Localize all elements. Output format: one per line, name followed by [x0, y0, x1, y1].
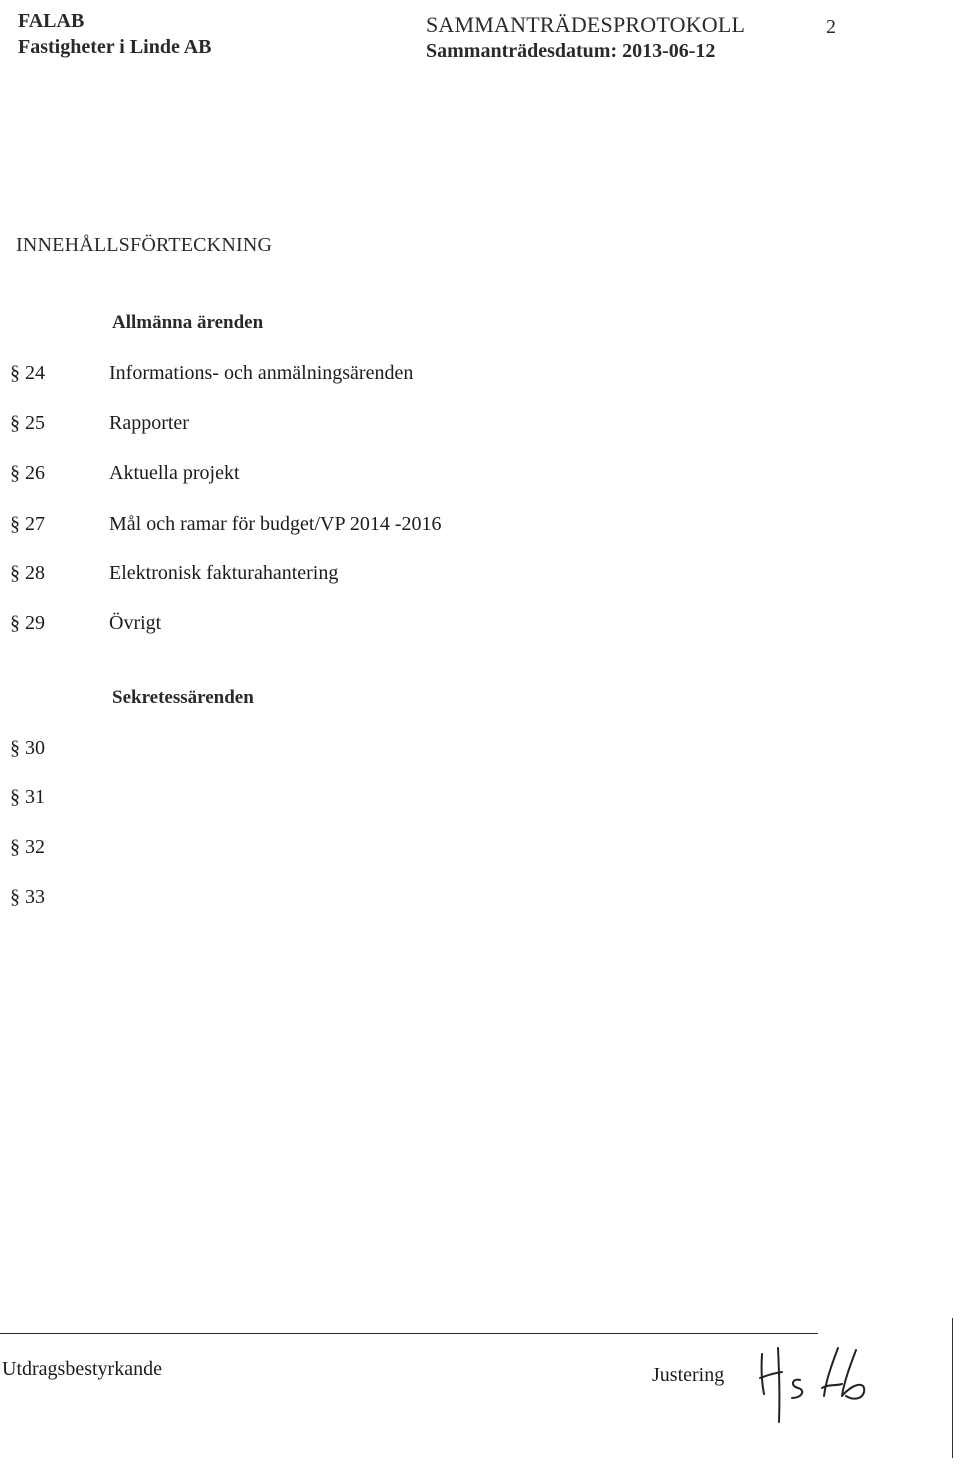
- item-title: Övrigt: [109, 612, 162, 634]
- signature-icon: [752, 1340, 882, 1426]
- page-number: 2: [826, 16, 836, 38]
- paragraph-number: § 31: [10, 786, 45, 808]
- paragraph-number: § 32: [10, 836, 45, 858]
- paragraph-number: § 25: [10, 412, 45, 434]
- paragraph-number: § 24: [10, 362, 45, 384]
- paragraph-number: § 30: [10, 737, 45, 759]
- section-heading-general: Allmänna ärenden: [112, 312, 264, 333]
- organization-short-name: FALAB: [18, 10, 85, 32]
- toc-title: INNEHÅLLSFÖRTECKNING: [16, 234, 273, 256]
- footer-divider: [0, 1333, 818, 1334]
- meeting-date: Sammanträdesdatum: 2013-06-12: [426, 40, 716, 62]
- certification-label: Utdragsbestyrkande: [2, 1358, 162, 1380]
- paragraph-number: § 28: [10, 562, 45, 584]
- paragraph-number: § 29: [10, 612, 45, 634]
- adjustment-label: Justering: [652, 1364, 725, 1386]
- item-title: Elektronisk fakturahantering: [109, 562, 339, 584]
- section-heading-confidential: Sekretessärenden: [112, 687, 254, 708]
- item-title: Informations- och anmälningsärenden: [109, 362, 414, 384]
- item-title: Mål och ramar för budget/VP 2014 -2016: [109, 513, 442, 535]
- paragraph-number: § 27: [10, 513, 45, 535]
- page-edge-mark: [952, 1318, 957, 1458]
- item-title: Aktuella projekt: [109, 462, 240, 484]
- document-type: SAMMANTRÄDESPROTOKOLL: [426, 12, 746, 37]
- item-title: Rapporter: [109, 412, 189, 434]
- organization-full-name: Fastigheter i Linde AB: [18, 36, 212, 58]
- paragraph-number: § 26: [10, 462, 45, 484]
- paragraph-number: § 33: [10, 886, 45, 908]
